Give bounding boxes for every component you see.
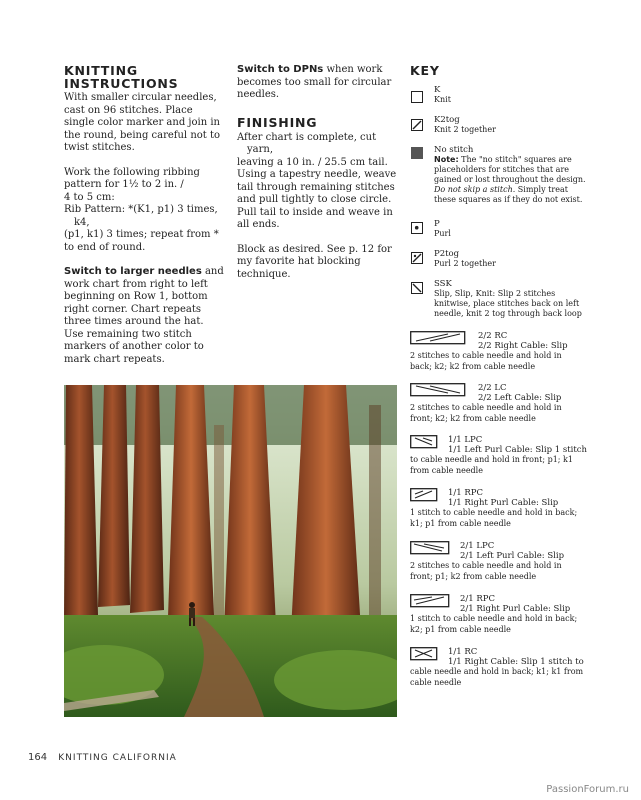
key-purl: P Purl [410,219,590,249]
page-number: 164 [28,752,48,763]
right-cable-4-icon [410,331,466,345]
key-1-1-rc: 1/1 RC 1/1 Right Cable: Slip 1 stitch to cable needle and hold in back; k1; k1 from cable needle [410,647,584,687]
switch-needles-bold: Switch to larger needles [64,266,202,277]
no-stitch-square-icon [411,147,423,159]
left-purl-cable-3-icon [410,541,450,555]
key-2-2-rc: 2/2 RC 2/2 Right Cable: Slip 2 stitches to cable needle and hold in back; k2; k2 from cable needle [410,331,568,371]
redwood-trunk-left-mid [130,385,164,613]
right-purl-cable-3-icon [410,594,450,608]
key-2-1-rpc: 2/1 RPC 2/1 Right Purl Cable: Slip 1 stitch to cable needle and hold in back; k2; p1 from cable needle [410,594,578,634]
instructions-heading: KNITTING INSTRUCTIONS [64,63,179,91]
key-ssk: SSK Slip, Slip, Knit: Slip 2 stitches knitwise, place stitches back on left needle, knit 2 tog through back loop [410,279,590,331]
page-footer [28,752,177,763]
knit-square-icon [411,91,423,103]
redwood-trunk-far-left [64,385,98,620]
key-knit: K Knit [410,85,590,115]
blocking-paragraph: Block as desired. See p. 12 for my favorite hat blocking technique. [237,243,392,280]
switch-dpn-bold: Switch to DPNs [237,64,324,75]
key-k2tog: K2tog Knit 2 together [410,115,590,145]
key-p2tog: P2tog Purl 2 together [410,249,590,279]
book-title: KNITTING CALIFORNIA [58,753,177,763]
key-2-2-lc: 2/2 LC 2/2 Left Cable: Slip 2 stitches to cable needle and hold in front; k2; k2 from cable needle [410,383,562,423]
finishing-heading: FINISHING [237,114,318,130]
rib-pattern-paragraph: Rib Pattern: *(K1, p1) 3 times, k4, (p1, k1) 3 times; repeat from * to end of round. [64,204,219,253]
right-cable-2-icon [410,647,438,661]
watermark: PassionForum.ru [546,784,629,795]
key-1-1-rpc: 1/1 RPC 1/1 Right Purl Cable: Slip 1 stitch to cable needle and hold in back; k1; p1 from cable needle [410,488,578,528]
key-2-1-lpc: 2/1 LPC 2/1 Left Purl Cable: Slip 2 stitches to cable needle and hold in front; p1; k2 from cable needle [410,541,565,581]
ssk-icon [411,282,423,294]
chart-paragraph: Switch to larger needles and work chart from right to left beginning on Row 1, bottom right corner. Chart repeats three times around the hat. Use remaining two stitch markers of another color to mark chart repeats. [64,266,224,365]
key-no-stitch: No stitch Note: The "no stitch" squares are placeholders for stitches that are gained or lost throughout the design. Do not skip a stitch. Simply treat these squares as if they do not exist. [410,145,590,219]
instructions-column [64,64,232,378]
key-heading: KEY [410,63,440,78]
purl-dot-icon [411,222,423,234]
right-purl-cable-2-icon [410,488,438,502]
p2tog-icon [411,252,423,264]
k2tog-icon [411,119,423,131]
left-purl-cable-2-icon [410,435,438,449]
ribbing-paragraph: Work the following ribbing pattern for 1½ to 2 in. / 4 to 5 cm: [64,166,200,203]
finishing-paragraph: After chart is complete, cut yarn, leaving a 10 in. / 25.5 cm tail. Using a tapestry needle, weave tail through remaining stitches and pull tightly to close circle. Pull tail to inside and weave in all ends. [237,131,397,230]
dpn-paragraph: Switch to DPNs when work becomes too small for circular needles. [237,64,392,100]
finishing-column [237,64,405,293]
left-cable-4-icon [410,383,466,397]
cast-on-paragraph: With smaller circular needles, cast on 96 stitches. Place single color marker and join in the round, being careful not to twist stitches. [64,92,221,153]
key-1-1-lpc: 1/1 LPC 1/1 Left Purl Cable: Slip 1 stitch to cable needle and hold in front; p1; k1 from cable needle [410,435,587,475]
key-column [410,64,590,697]
sequoia-forest-photo [64,385,397,717]
